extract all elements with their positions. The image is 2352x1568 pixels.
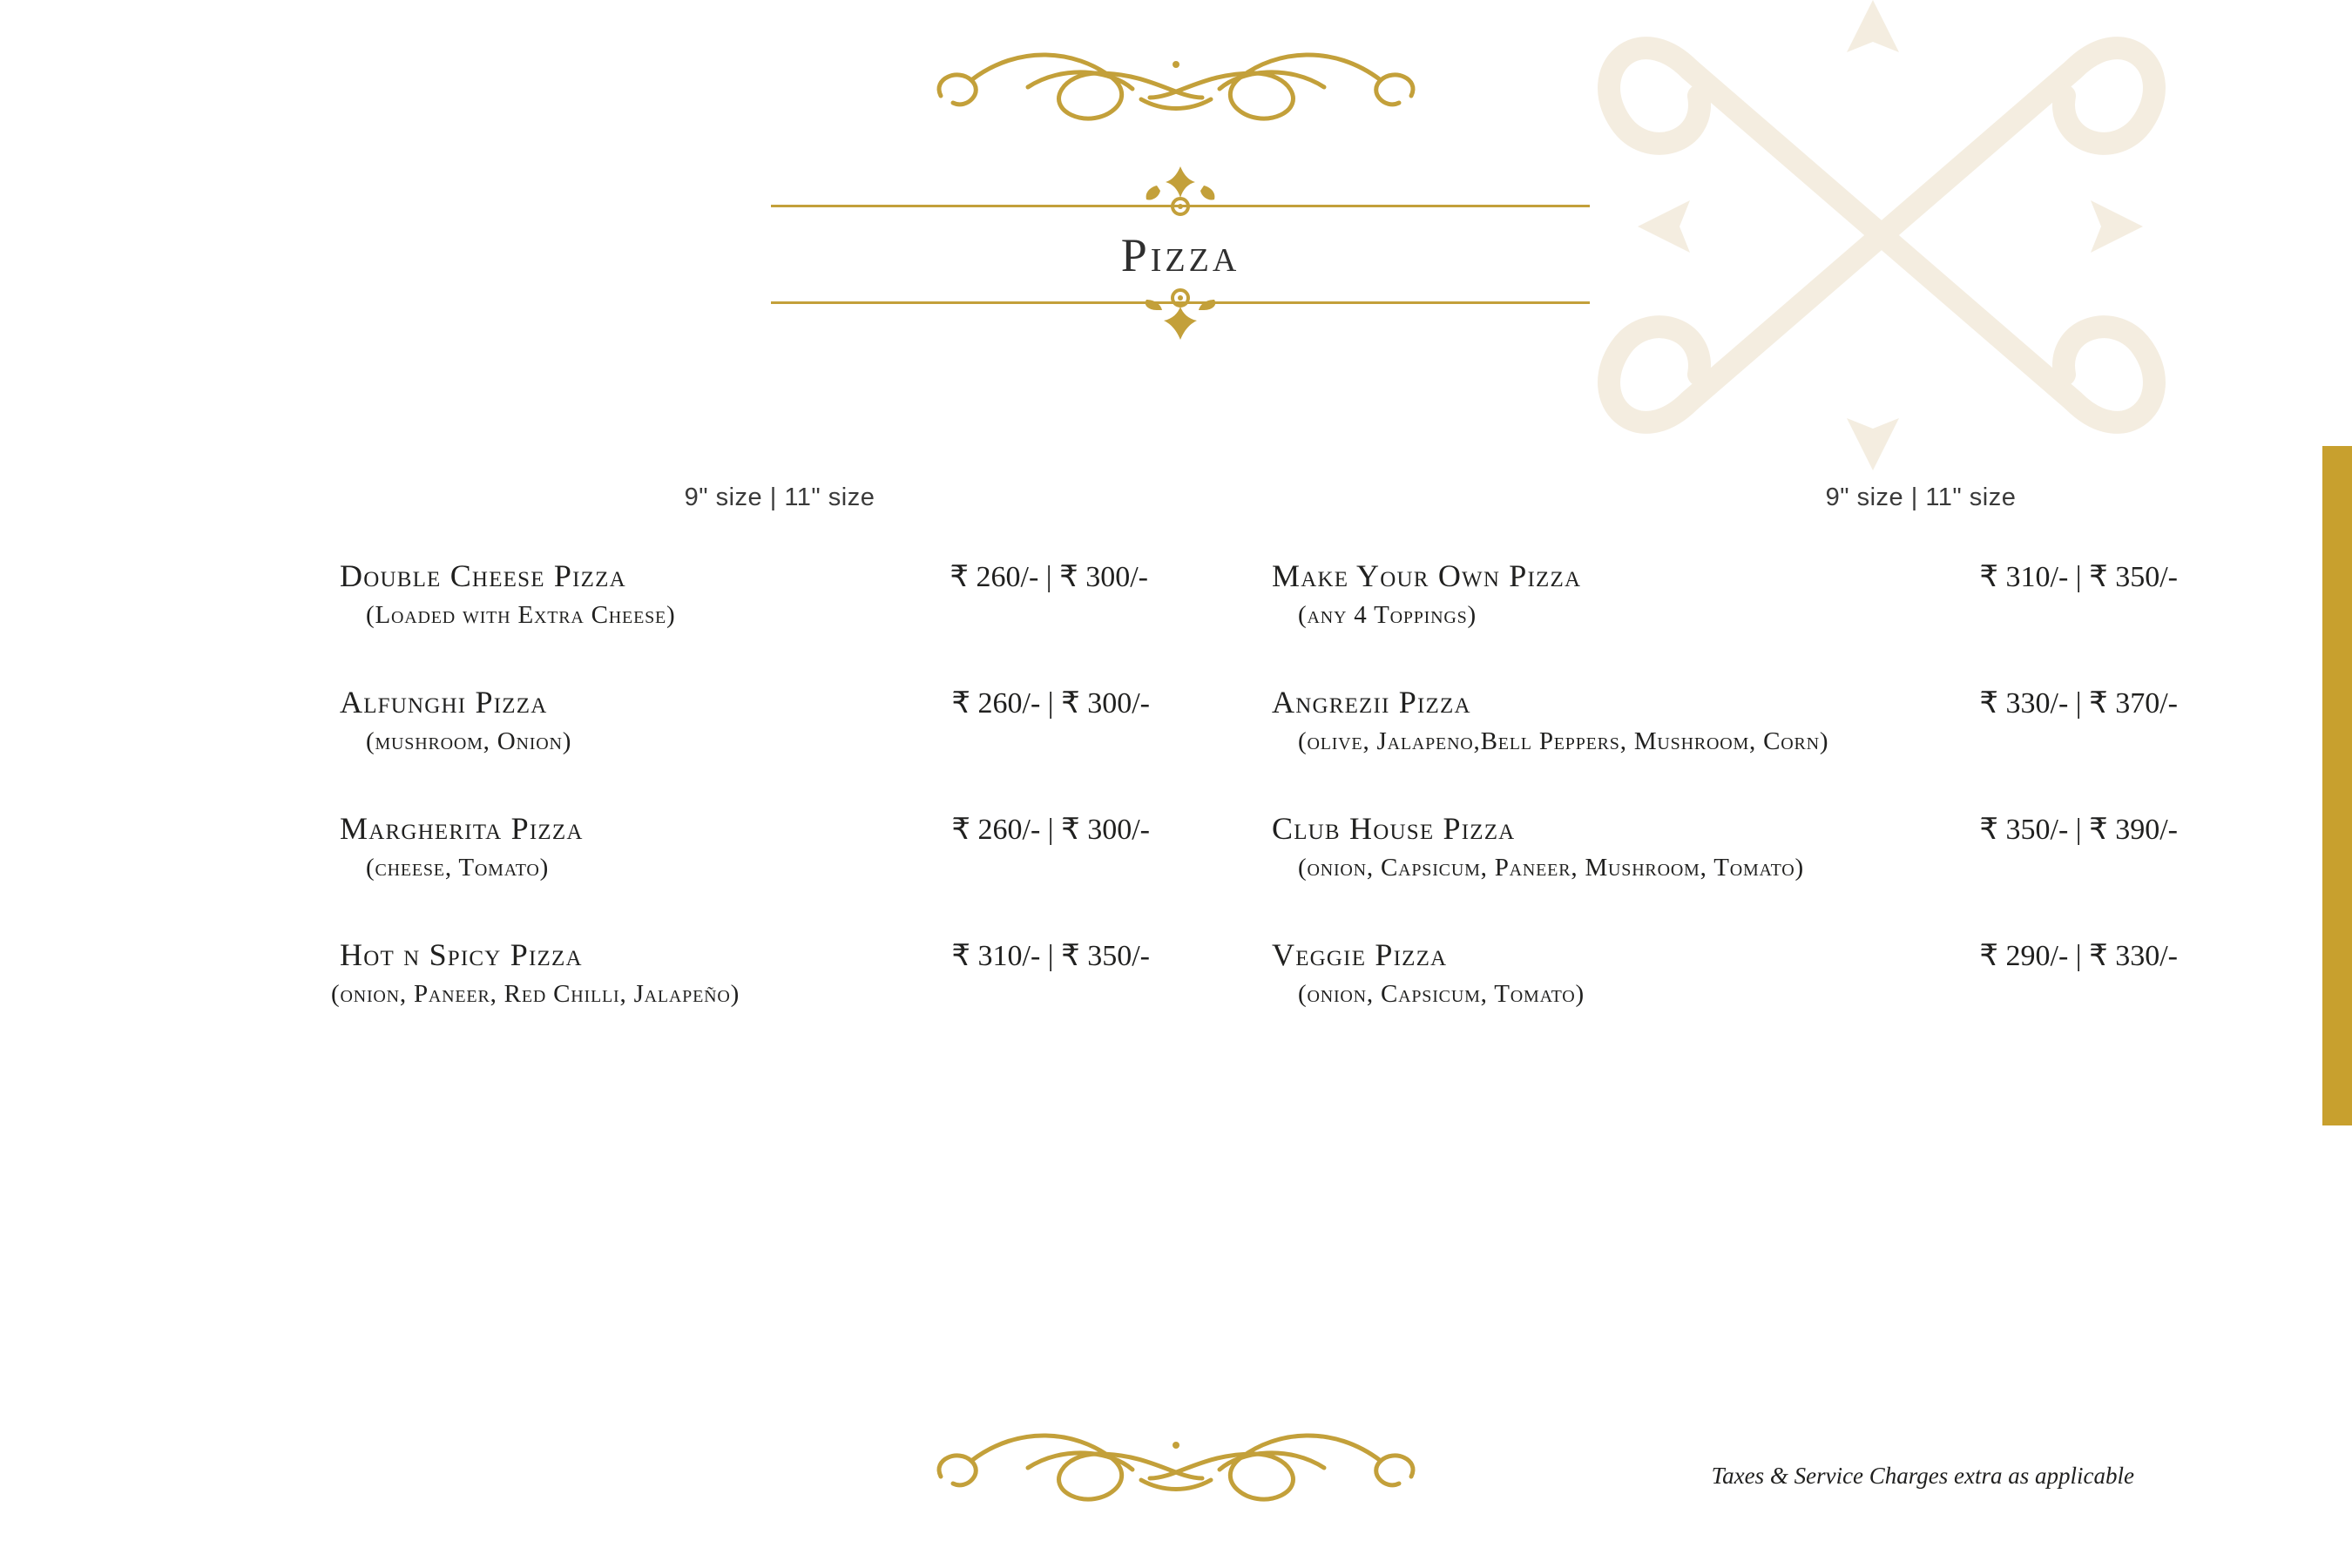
menu-item-name: Make Your Own Pizza	[1272, 558, 1582, 593]
gold-accent-bar	[2322, 446, 2352, 1125]
menu-item	[287, 558, 1220, 630]
menu-item-price: ₹ 260/- | ₹ 300/-	[950, 561, 1148, 593]
menu-item	[287, 810, 1220, 882]
menu-columns	[287, 483, 2204, 1063]
menu-item-name: Double Cheese Pizza	[340, 558, 626, 593]
menu-column-right	[1272, 483, 2204, 1063]
menu-item-name: Alfunghi Pizza	[340, 685, 548, 720]
size-header-right: 9" size | 11" size	[1825, 483, 2017, 511]
top-flourish-ornament	[0, 35, 2352, 152]
page-title-block	[771, 205, 1590, 304]
menu-item-description: (onion, Capsicum, Paneer, Mushroom, Tomato)	[1298, 854, 1804, 882]
menu-item	[287, 936, 1220, 1009]
menu-item-name: Angrezii Pizza	[1272, 685, 1471, 720]
menu-item-price: ₹ 310/- | ₹ 350/-	[1979, 561, 2178, 593]
menu-column-left	[287, 483, 1220, 1063]
menu-item	[1272, 684, 2204, 756]
menu-item-price: ₹ 260/- | ₹ 300/-	[951, 687, 1150, 720]
menu-item	[1272, 936, 2204, 1009]
menu-item	[1272, 558, 2204, 630]
menu-item-price: ₹ 330/- | ₹ 370/-	[1979, 687, 2178, 720]
menu-item-description: (cheese, Tomato)	[366, 854, 550, 882]
menu-item-description: (onion, Capsicum, Tomato)	[1298, 980, 1585, 1008]
menu-item-name: Club House Pizza	[1272, 811, 1516, 846]
menu-item-name: Margherita Pizza	[340, 811, 584, 846]
menu-item-description: (mushroom, Onion)	[366, 727, 572, 755]
size-header-left: 9" size | 11" size	[684, 483, 875, 511]
title-top-fleuron-icon	[1128, 163, 1233, 228]
menu-item	[1272, 810, 2204, 882]
menu-item-price: ₹ 260/- | ₹ 300/-	[951, 814, 1150, 846]
menu-item-price: ₹ 350/- | ₹ 390/-	[1979, 814, 2178, 846]
menu-item-description: (Loaded with Extra Cheese)	[366, 601, 676, 629]
menu-item	[287, 684, 1220, 756]
page-title: Pizza	[1120, 229, 1240, 281]
menu-item-price: ₹ 290/- | ₹ 330/-	[1979, 940, 2178, 972]
menu-item-description: (olive, Jalapeno,Bell Peppers, Mushroom, Corn)	[1298, 727, 1829, 755]
menu-item-price: ₹ 310/- | ₹ 350/-	[951, 940, 1150, 972]
footer-note: Taxes & Service Charges extra as applicable	[1711, 1463, 2134, 1489]
menu-item-name: Veggie Pizza	[1272, 937, 1448, 972]
title-bottom-fleuron-icon	[1128, 284, 1233, 349]
menu-item-description: (any 4 Toppings)	[1298, 601, 1477, 629]
menu-item-name: Hot n Spicy Pizza	[340, 937, 583, 972]
menu-item-description: (onion, Paneer, Red Chilli, Jalapeño)	[331, 980, 740, 1008]
